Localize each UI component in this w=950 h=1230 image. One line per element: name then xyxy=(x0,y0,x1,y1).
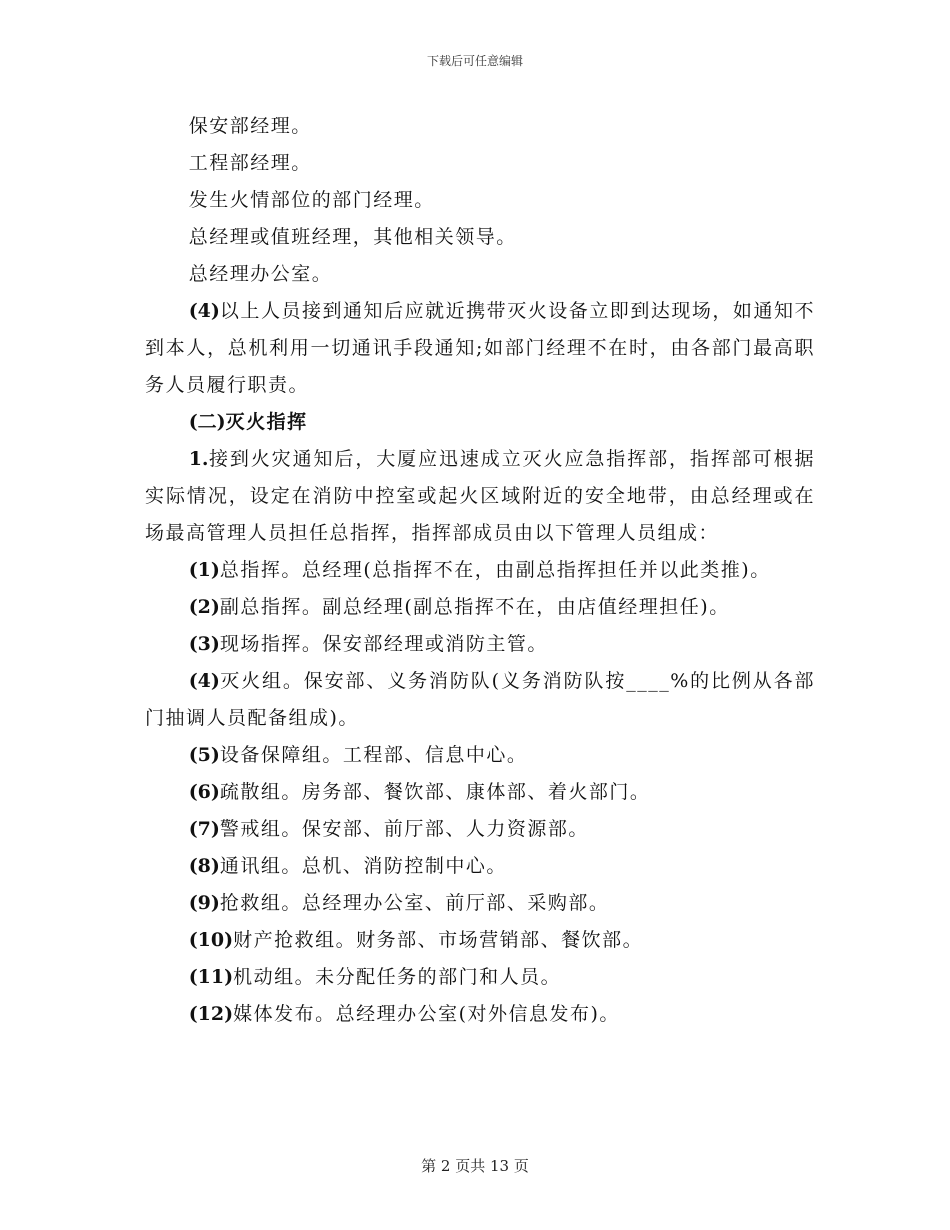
list-item: (4)灭火组。保安部、义务消防队(义务消防队按____%的比例从各部门抽调人员配备组成)。 xyxy=(145,670,815,729)
list-item: (3)现场指挥。保安部经理或消防主管。 xyxy=(188,633,548,655)
paragraph: 总经理或值班经理，其他相关领导。 xyxy=(188,226,517,248)
paragraph: 总经理办公室。 xyxy=(188,263,333,285)
list-item: (8)通讯组。总机、消防控制中心。 xyxy=(188,855,507,877)
list-item: (7)警戒组。保安部、前厅部、人力资源部。 xyxy=(188,818,589,840)
section-heading: (二)灭火指挥 xyxy=(188,411,308,433)
paragraph: 工程部经理。 xyxy=(188,152,312,174)
list-item: (9)抢救组。总经理办公室、前厅部、采购部。 xyxy=(188,892,610,914)
paragraph: 保安部经理。 xyxy=(188,115,312,137)
paragraph: (4)以上人员接到通知后应就近携带灭火设备立即到达现场，如通知不到本人，总机利用一切通讯手段通知;如部门经理不在时，由各部门最高职务人员履行职责。 xyxy=(145,300,815,396)
list-item: (6)疏散组。房务部、餐饮部、康体部、着火部门。 xyxy=(188,781,651,803)
list-item: (11)机动组。未分配任务的部门和人员。 xyxy=(188,966,562,988)
document-body xyxy=(145,108,815,1033)
page-header: 下载后可任意编辑 xyxy=(426,54,523,68)
list-item: (12)媒体发布。总经理办公室(对外信息发布)。 xyxy=(188,1003,620,1025)
list-item: (1)总指挥。总经理(总指挥不在，由副总指挥担任并以此类推)。 xyxy=(188,559,771,581)
paragraph: 发生火情部位的部门经理。 xyxy=(188,189,435,211)
list-item: (5)设备保障组。工程部、信息中心。 xyxy=(188,744,528,766)
list-item: (10)财产抢救组。财务部、市场营销部、餐饮部。 xyxy=(188,929,644,951)
page-footer: 第 2 页共 13 页 xyxy=(421,1157,529,1175)
list-item: (2)副总指挥。副总经理(副总指挥不在，由店值经理担任)。 xyxy=(188,596,730,618)
paragraph: 1.接到火灾通知后，大厦应迅速成立灭火应急指挥部，指挥部可根据实际情况，设定在消防中控室或起火区域附近的安全地带，由总经理或在场最高管理人员担任总指挥，指挥部成员由以下管理人员组成： xyxy=(145,448,815,544)
